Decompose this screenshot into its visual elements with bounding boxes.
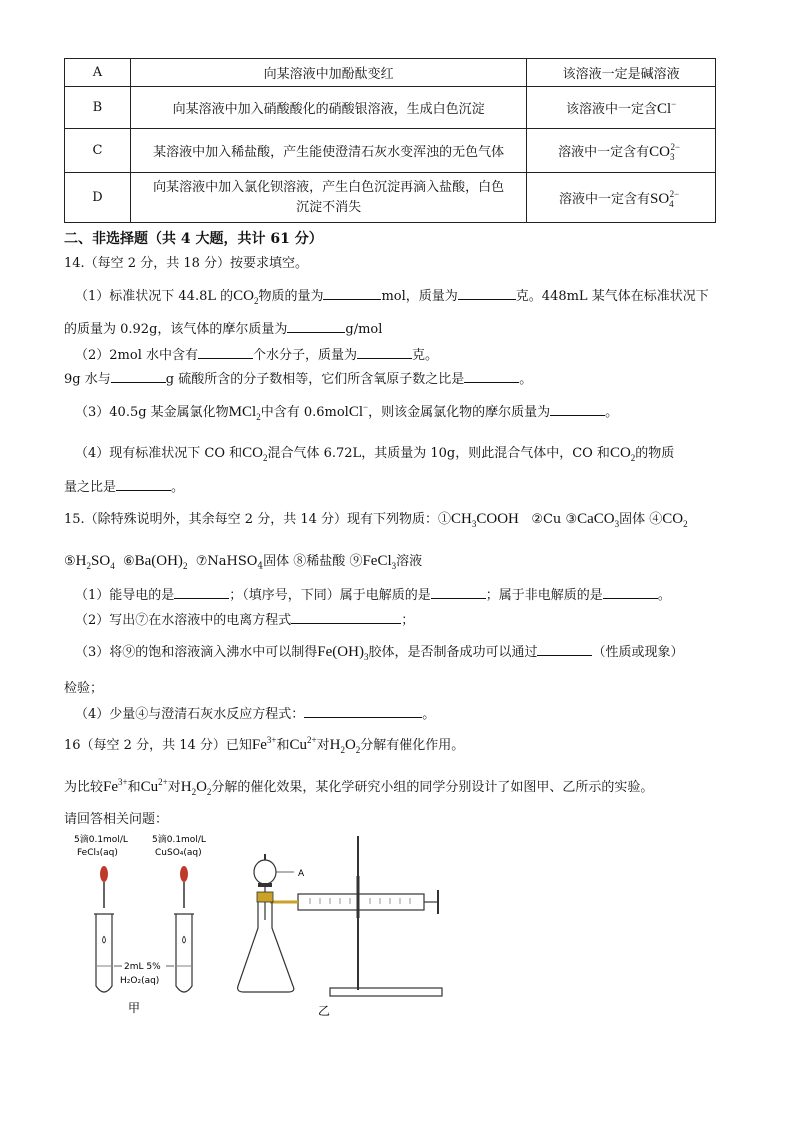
row-conclusion: 该溶液中一定含Cl− [527,87,716,129]
row-conclusion: 溶液中一定含有$SO_4^{2-}$ [527,173,716,223]
row-label: B [65,87,131,129]
label-a: A [298,869,305,879]
q16-line-1: 为比较$Fe^{3+}$和$Cu^{2+}$对$H_2O_2$分解的催化效果，某化学研究小组的同学分别设计了如图甲、乙所示的实验。 [64,777,654,797]
row-operation: 向某溶液中加入硝酸酸化的硝酸银溶液，生成白色沉淀 [130,87,526,129]
row-conclusion: 溶液中一定含有$CO_3^{2-}$ [527,129,716,173]
row-operation: 某溶液中加入稀盐酸，产生能使澄清石灰水变浑浊的无色气体 [130,129,526,173]
section-title: 二、非选择题（共 4 大题，共计 61 分） [64,231,323,247]
row-label: A [65,59,131,87]
row-operation: 向某溶液中加酚酞变红 [130,59,526,87]
row-label: C [65,129,131,173]
caption-jia: 甲 [128,1001,141,1015]
q15-line-5: （3）将⑨的饱和溶液滴入沸水中可以制得$Fe(OH)_3$胶体，是否制备成功可以通过 （性质或现象） [75,644,684,662]
q14-line-2: 的质量为 0.92g，该气体的摩尔质量为 g/mol [64,322,383,337]
q14-line-6: （4）现有标准状况下 CO 和$CO_2$混合气体 6.72L，其质量为 10g，则此混合气体中，CO 和$CO_2$的物质 [75,445,675,463]
reagent-1-label-b: FeCl₃(aq) [77,848,118,858]
q15-line-1: 15.（除特殊说明外，其余每空 2 分，共 14 分）现有下列物质：$①CH_3COOH$ ②Cu ③CaCO$_3$固体 $④CO_2$ [64,511,688,529]
reagent-2-label-a: 5滴0.1mol/L [152,835,206,845]
q15-line-2: $⑤H_2SO_4$ $⑥Ba(OH)_2$ ⑦NaHSO$_4$固体 ⑧稀盐酸 ⑨FeCl$_3$溶液 [64,553,423,572]
dropper-1-icon [100,866,108,908]
test-tube-2-icon [174,914,194,992]
q16-line-2: 请回答相关问题： [64,812,169,827]
q14-line-7: 量之比是 。 [64,480,185,495]
q14-line-4: 9g 水与 g 硫酸所含的分子数相等，它们所含氧原子数之比是 。 [64,372,533,387]
q14-line-5: （3）40.5g 某金属氯化物MCl$_2$中含有 0.6molCl−，则该金属氯化物的摩尔质量为 。 [75,402,619,422]
table-row [65,129,716,173]
row-label: D [65,173,131,223]
q15-line-4: （2）写出⑦在水溶液中的电离方程式 ； [75,613,415,628]
reagent-1-label-a: 5滴0.1mol/L [74,835,128,845]
dropper-2-icon [180,866,188,908]
q15-line-6: 检验； [64,681,104,696]
q15-line-3: （1）能导电的是 ；（填序号，下同）属于电解质的是 ；属于非电解质的是 。 [75,588,671,603]
caption-yi: 乙 [318,1004,331,1018]
q14-line-1: （1）标准状况下 44.8L 的$CO_2$物质的量为 mol，质量为 克。448mL 某气体在标准状况下 [75,288,709,306]
row-conclusion: 该溶液一定是碱溶液 [527,59,716,87]
q14-line-3: （2）2mol 水中含有 个水分子，质量为 克。 [75,348,439,363]
table-row [65,87,716,129]
q14-head: 14.（每空 2 分，共 18 分）按要求填空。 [64,256,309,271]
reagent-2-label-b: CuSO₄(aq) [155,848,202,858]
row-operation: 向某溶液中加入氯化钡溶液，产生白色沉淀再滴入盐酸，白色 沉淀不消失 [130,173,526,223]
test-tube-1-icon [94,914,114,992]
h2o2-label-b: H₂O₂(aq) [120,976,160,986]
options-table [64,58,716,223]
flask-apparatus-icon [238,836,442,996]
table-row [65,59,716,87]
table-row [65,173,716,223]
q16-head: 16（每空 2 分，共 14 分）已知$Fe^{3+}$和$Cu^{2+}$对$H_2O_2$分解有催化作用。 [64,735,465,755]
h2o2-label-a: 2mL 5% [124,962,161,972]
experiment-figure [60,828,480,1028]
q15-line-7: （4）少量④与澄清石灰水反应方程式： 。 [75,707,436,722]
